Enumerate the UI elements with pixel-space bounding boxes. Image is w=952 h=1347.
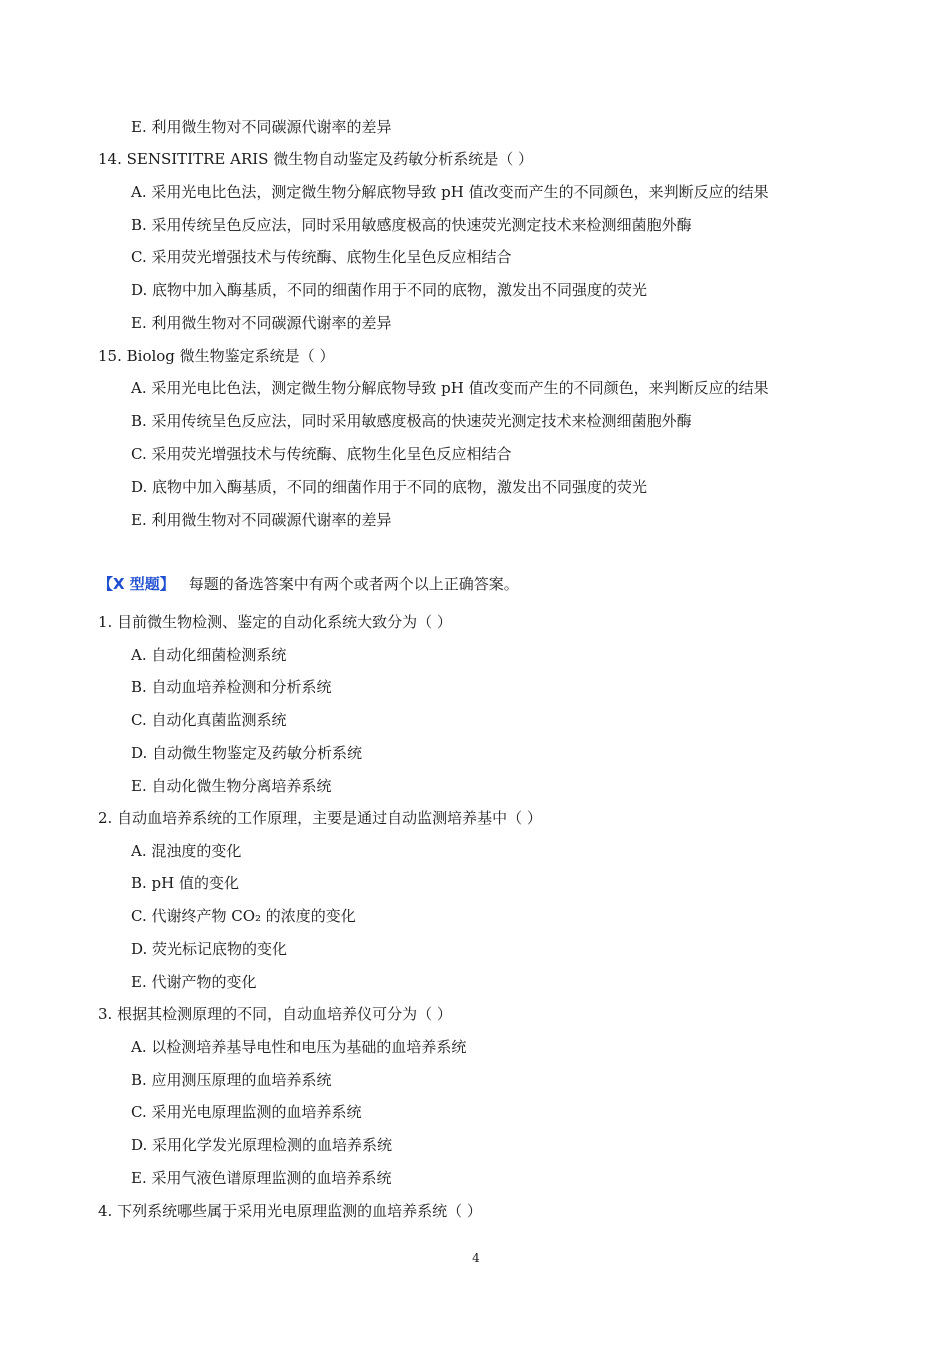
question-line: 14. SENSITITRE ARIS 微生物自动鉴定及药敏分析系统是（ ） bbox=[98, 150, 533, 168]
question-line: 3. 根据其检测原理的不同，自动血培养仪可分为（ ） bbox=[98, 1005, 452, 1023]
option-line: B. 应用测压原理的血培养系统 bbox=[131, 1071, 332, 1089]
question-line: 15. Biolog 微生物鉴定系统是（ ） bbox=[98, 347, 335, 365]
question-line: 1. 目前微生物检测、鉴定的自动化系统大致分为（ ） bbox=[98, 613, 452, 631]
option-line: A. 采用光电比色法，测定微生物分解底物导致 pH 值改变而产生的不同颜色，来判断反应的结果 bbox=[131, 379, 769, 397]
option-line: C. 采用荧光增强技术与传统酶、底物生化呈色反应相结合 bbox=[131, 445, 512, 463]
section-heading bbox=[98, 574, 519, 594]
section-tag: 【X 型题】 bbox=[98, 575, 175, 593]
option-line: D. 荧光标记底物的变化 bbox=[131, 940, 288, 958]
option-line: A. 采用光电比色法，测定微生物分解底物导致 pH 值改变而产生的不同颜色，来判断反应的结果 bbox=[131, 183, 769, 201]
option-line: D. 采用化学发光原理检测的血培养系统 bbox=[131, 1136, 393, 1154]
question-line: 2. 自动血培养系统的工作原理，主要是通过自动监测培养基中（ ） bbox=[98, 809, 542, 827]
option-line: A. 混浊度的变化 bbox=[131, 842, 242, 860]
option-line: C. 采用光电原理监测的血培养系统 bbox=[131, 1103, 362, 1121]
option-line: E. 利用微生物对不同碳源代谢率的差异 bbox=[131, 511, 392, 529]
option-line: D. 底物中加入酶基质，不同的细菌作用于不同的底物，激发出不同强度的荧光 bbox=[131, 281, 648, 299]
section-description: 每题的备选答案中有两个或者两个以上正确答案。 bbox=[188, 575, 519, 593]
option-line: B. 采用传统呈色反应法，同时采用敏感度极高的快速荧光测定技术来检测细菌胞外酶 bbox=[131, 412, 692, 430]
option-line: E. 代谢产物的变化 bbox=[131, 973, 257, 991]
option-line: C. 自动化真菌监测系统 bbox=[131, 711, 287, 729]
option-line: B. 采用传统呈色反应法，同时采用敏感度极高的快速荧光测定技术来检测细菌胞外酶 bbox=[131, 216, 692, 234]
option-line: D. 自动微生物鉴定及药敏分析系统 bbox=[131, 744, 363, 762]
line: E. 利用微生物对不同碳源代谢率的差异 bbox=[131, 118, 392, 136]
question-line: 4. 下列系统哪些属于采用光电原理监测的血培养系统（ ） bbox=[98, 1202, 482, 1220]
option-line: E. 自动化微生物分离培养系统 bbox=[131, 777, 332, 795]
option-line: D. 底物中加入酶基质，不同的细菌作用于不同的底物，激发出不同强度的荧光 bbox=[131, 478, 648, 496]
option-line: B. pH 值的变化 bbox=[131, 874, 240, 892]
option-line: B. 自动血培养检测和分析系统 bbox=[131, 678, 332, 696]
option-line: C. 代谢终产物 CO₂ 的浓度的变化 bbox=[131, 907, 356, 925]
option-line: A. 自动化细菌检测系统 bbox=[131, 646, 287, 664]
page-number: 4 bbox=[472, 1251, 480, 1265]
option-line: E. 采用气液色谱原理监测的血培养系统 bbox=[131, 1169, 392, 1187]
option-line: A. 以检测培养基导电性和电压为基础的血培养系统 bbox=[131, 1038, 467, 1056]
option-line: E. 利用微生物对不同碳源代谢率的差异 bbox=[131, 314, 392, 332]
option-line: C. 采用荧光增强技术与传统酶、底物生化呈色反应相结合 bbox=[131, 248, 512, 266]
